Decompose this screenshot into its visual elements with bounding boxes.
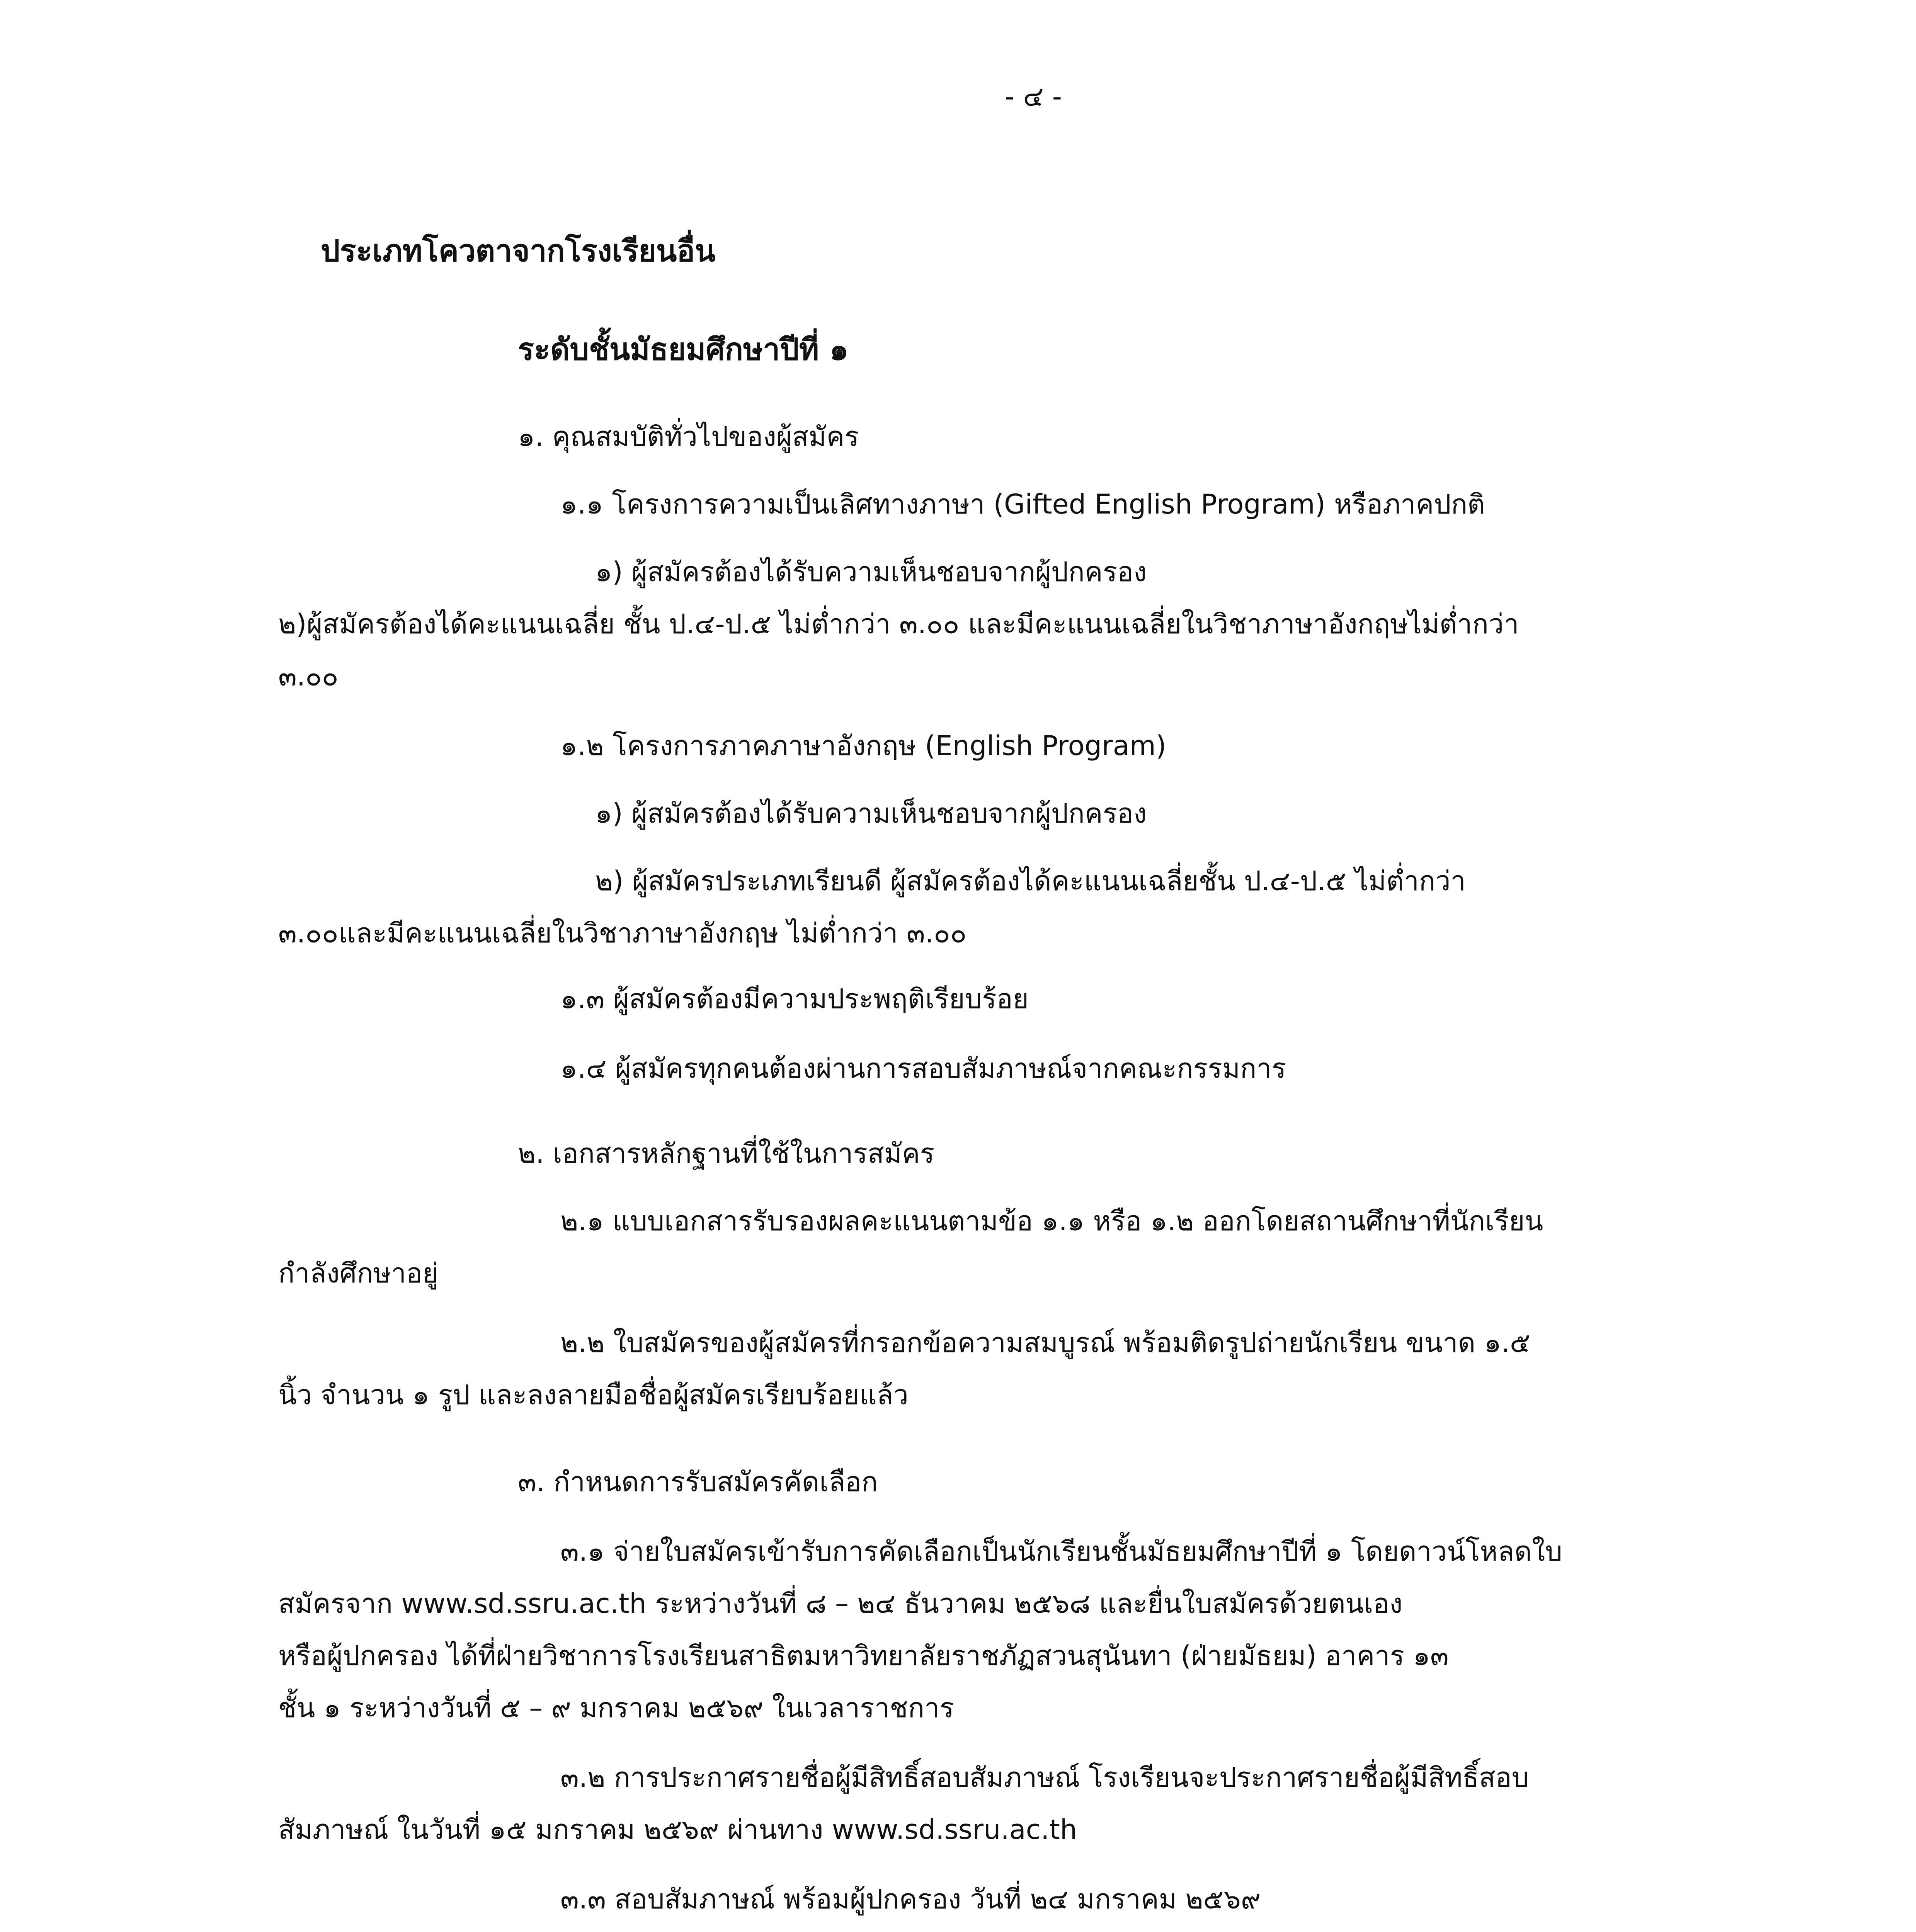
item-1-2: ๑.๒ โครงการภาคภาษาอังกฤษ (English Program)	[560, 730, 1167, 762]
heading-qualifications: ๑. คุณสมบัติทั่วไปของผู้สมัคร	[518, 421, 859, 452]
heading-schedule: ๓. กำหนดการรับสมัครคัดเลือก	[518, 1466, 878, 1498]
item-1-2-a: ๑) ผู้สมัครต้องได้รับความเห็นชอบจากผู้ปกครอง	[595, 798, 1147, 829]
item-3-1-cont2: หรือผู้ปกครอง ได้ที่ฝ่ายวิชาการโรงเรียนสาธิตมหาวิทยาลัยราชภัฏสวนสุนันทา (ฝ่ายมัธยม) อาคาร ๑๓	[278, 1640, 1449, 1672]
heading-documents: ๒. เอกสารหลักฐานที่ใช้ในการสมัคร	[518, 1138, 935, 1169]
item-1-3: ๑.๓ ผู้สมัครต้องมีความประพฤติเรียบร้อย	[560, 983, 1029, 1015]
item-3-1-cont3: ชั้น ๑ ระหว่างวันที่ ๕ – ๙ มกราคม ๒๕๖๙ ในเวลาราชการ	[278, 1692, 954, 1724]
item-3-2-cont: สัมภาษณ์ ในวันที่ ๑๕ มกราคม ๒๕๖๙ ผ่านทาง www.sd.ssru.ac.th	[278, 1814, 1077, 1845]
page-number: - ๔ -	[1005, 81, 1062, 112]
item-2-2-cont: นิ้ว จำนวน ๑ รูป และลงลายมือชื่อผู้สมัครเรียบร้อยแล้ว	[278, 1379, 909, 1411]
item-3-2: ๓.๒ การประกาศรายชื่อผู้มีสิทธิ์สอบสัมภาษณ์ โรงเรียนจะประกาศรายชื่อผู้มีสิทธิ์สอบ	[560, 1762, 1529, 1793]
section-title: ประเภทโควตาจากโรงเรียนอื่น	[321, 234, 716, 269]
item-3-1-cont1: สมัครจาก www.sd.ssru.ac.th ระหว่างวันที่ ๘ – ๒๔ ธันวาคม ๒๕๖๘ และยื่นใบสมัครด้วยตนเอง	[278, 1588, 1403, 1619]
item-2-1: ๒.๑ แบบเอกสารรับรองผลคะแนนตามข้อ ๑.๑ หรือ ๑.๒ ออกโดยสถานศึกษาที่นักเรียน	[560, 1205, 1543, 1237]
item-1-2-b-cont: ๓.๐๐และมีคะแนนเฉลี่ยในวิชาภาษาอังกฤษ ไม่ต่ำกว่า ๓.๐๐	[278, 917, 967, 949]
item-1-1-b: ๒)ผู้สมัครต้องได้คะแนนเฉลี่ย ชั้น ป.๔-ป.๕ ไม่ต่ำกว่า ๓.๐๐ และมีคะแนนเฉลี่ยในวิชาภาษาอังกฤษไม่ต่ำกว่า	[278, 608, 1519, 640]
item-1-2-b: ๒) ผู้สมัครประเภทเรียนดี ผู้สมัครต้องได้คะแนนเฉลี่ยชั้น ป.๔-ป.๕ ไม่ต่ำกว่า	[595, 865, 1466, 897]
section-subtitle: ระดับชั้นมัธยมศึกษาปีที่ ๑	[518, 332, 849, 367]
item-1-1-a: ๑) ผู้สมัครต้องได้รับความเห็นชอบจากผู้ปกครอง	[595, 556, 1147, 588]
item-1-1-b-cont: ๓.๐๐	[278, 660, 339, 692]
item-2-2: ๒.๒ ใบสมัครของผู้สมัครที่กรอกข้อความสมบูรณ์ พร้อมติดรูปถ่ายนักเรียน ขนาด ๑.๕	[560, 1327, 1531, 1359]
item-1-4: ๑.๔ ผู้สมัครทุกคนต้องผ่านการสอบสัมภาษณ์จากคณะกรรมการ	[560, 1053, 1286, 1084]
item-1-1: ๑.๑ โครงการความเป็นเลิศทางภาษา (Gifted English Program) หรือภาคปกติ	[560, 488, 1485, 520]
item-3-3: ๓.๓ สอบสัมภาษณ์ พร้อมผู้ปกครอง วันที่ ๒๔ มกราคม ๒๕๖๙	[560, 1883, 1261, 1915]
item-2-1-cont: กำลังศึกษาอยู่	[278, 1257, 439, 1289]
item-3-1: ๓.๑ จ่ายใบสมัครเข้ารับการคัดเลือกเป็นนักเรียนชั้นมัธยมศึกษาปีที่ ๑ โดยดาวน์โหลดใบ	[560, 1536, 1562, 1567]
